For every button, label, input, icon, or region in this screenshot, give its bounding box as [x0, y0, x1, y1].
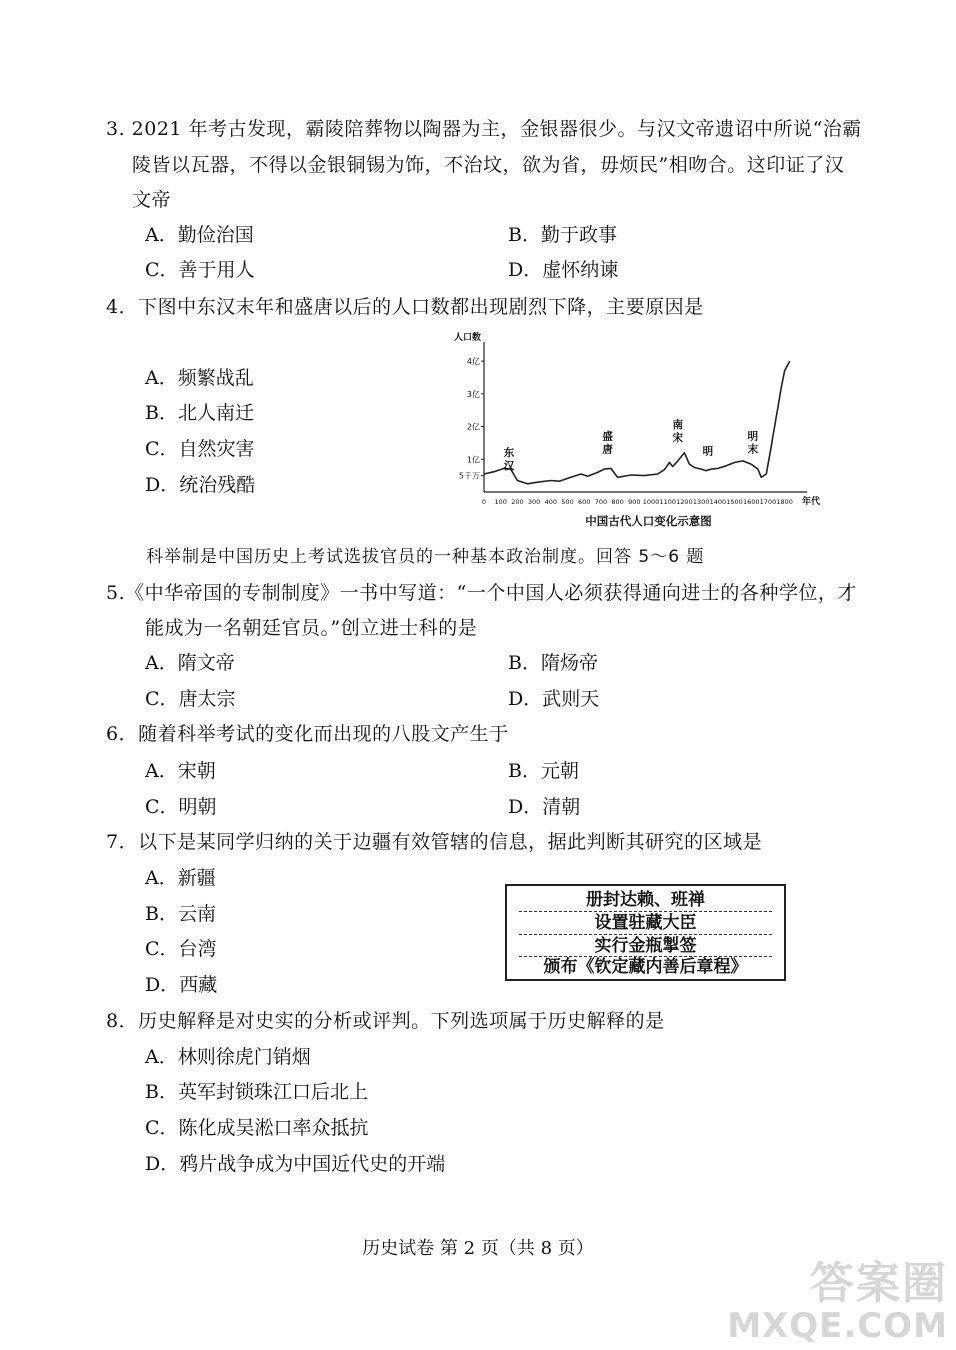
q4-option-d: D．统治残酷 — [145, 474, 256, 496]
chart-annotation: 盛 — [602, 430, 613, 443]
x-tick-label: 900 — [628, 498, 641, 506]
tibet-info-box — [505, 884, 786, 981]
x-tick-label: 400 — [544, 498, 558, 506]
chart-annotation: 宋 — [672, 432, 684, 445]
x-tick-label: 300 — [527, 498, 541, 506]
info-box-divider — [519, 911, 772, 912]
x-tick-label: 0 — [481, 498, 487, 506]
q3-stem-line-3: 文帝 — [132, 189, 172, 211]
y-tick-label: 1亿 — [466, 455, 480, 465]
q7-option-d: D．西藏 — [145, 974, 218, 996]
section-intro: 科举制是中国历史上考试选拔官员的一种基本政治制度。回答 5～6 题 — [146, 547, 705, 567]
x-tick-label: 700 — [594, 498, 608, 506]
q5-option-c: C．唐太宗 — [145, 688, 236, 710]
y-tick-label: 4亿 — [466, 357, 480, 367]
q7-option-c: C．台湾 — [145, 938, 217, 960]
q8-option-c: C．陈化成吴淞口率众抵抗 — [145, 1117, 369, 1139]
q8-stem: 8．历史解释是对史实的分析或评判。下列选项属于历史解释的是 — [106, 1010, 665, 1032]
watermark-url: MXQE.COM — [727, 1306, 948, 1346]
y-axis-label: 人口数 — [454, 333, 482, 343]
chart-annotation: 汉 — [503, 460, 515, 472]
q6-option-a: A．宋朝 — [145, 760, 216, 782]
q8-option-a: A．林则徐虎门销烟 — [145, 1046, 311, 1068]
chart-title: 中国古代人口变化示意图 — [585, 514, 712, 528]
q3-option-c: C．善于用人 — [145, 259, 255, 281]
y-tick-label: 5千万 — [458, 471, 480, 481]
chart-annotation: 东 — [503, 447, 515, 459]
q5-option-b: B．隋炀帝 — [508, 652, 598, 674]
q7-option-a: A．新疆 — [145, 867, 216, 889]
info-box-line: 设置驻藏大臣 — [594, 913, 697, 933]
x-tick-label: 1100 — [659, 498, 677, 506]
x-tick-label: 1700 — [759, 498, 777, 506]
page-footer: 历史试卷 第 2 页（共 8 页） — [362, 1238, 594, 1259]
y-tick-label: 3亿 — [466, 389, 480, 399]
info-box-line: 颁布《钦定藏内善后章程》 — [543, 957, 748, 977]
x-tick-label: 1200 — [676, 498, 693, 506]
q3-option-a: A．勤俭治国 — [145, 224, 254, 246]
q4-option-b: B．北人南迁 — [145, 402, 254, 424]
chart-annotation: 末 — [747, 443, 759, 456]
x-tick-label: 1800 — [776, 498, 793, 506]
x-tick-label: 1600 — [742, 498, 760, 506]
q8-option-d: D．鸦片战争成为中国近代史的开端 — [145, 1153, 446, 1175]
x-tick-label: 1500 — [726, 498, 743, 506]
q3-option-b: B．勤于政事 — [508, 224, 617, 246]
population-chart — [448, 328, 840, 534]
q6-option-b: B．元朝 — [508, 760, 579, 782]
info-box-line: 册封达赖、班禅 — [586, 890, 705, 910]
q4-option-a: A．频繁战乱 — [145, 367, 254, 389]
q6-option-d: D．清朝 — [508, 796, 581, 818]
q3-stem-line-1: 3. 2021 年考古发现，霸陵陪葬物以陶器为主，金银器很少。与汉文帝遗诏中所说“治霸 — [106, 118, 862, 140]
q5-stem-line-1: 5.《中华帝国的专制制度》一书中写道：“一个中国人必须获得通向进士的各种学位，才 — [106, 582, 857, 604]
q4-stem: 4．下图中东汉末年和盛唐以后的人口数都出现剧烈下降，主要原因是 — [106, 296, 704, 318]
x-tick-label: 800 — [611, 498, 624, 506]
q5-option-a: A．隋文帝 — [145, 652, 235, 674]
x-tick-label: 500 — [561, 498, 574, 506]
watermark-logo-text: 答案圈 — [810, 1258, 948, 1309]
chart-annotation: 唐 — [602, 443, 613, 456]
q5-option-d: D．武则天 — [508, 688, 600, 710]
chart-annotation: 明 — [702, 445, 714, 458]
chart-annotation: 南 — [672, 419, 684, 432]
population-chart-svg — [448, 328, 840, 534]
x-axis-label: 年代 — [801, 497, 821, 507]
x-tick-label: 200 — [511, 498, 524, 506]
q3-option-d: D．虚怀纳谏 — [508, 259, 619, 281]
x-tick-label: 100 — [494, 498, 507, 506]
info-box-line: 实行金瓶掣签 — [594, 936, 697, 956]
q7-option-b: B．云南 — [145, 903, 216, 925]
q6-option-c: C．明朝 — [145, 796, 217, 818]
q3-stem-line-2: 陵皆以瓦器，不得以金银铜锡为饰，不治坟，欲为省，毋烦民”相吻合。这印证了汉 — [132, 154, 845, 176]
q5-stem-line-2: 能成为一名朝廷官员。”创立进士科的是 — [145, 617, 478, 639]
q4-option-c: C．自然灾害 — [145, 438, 255, 460]
q8-option-b: B．英军封锁珠江口后北上 — [145, 1081, 368, 1103]
q6-stem: 6．随着科举考试的变化而出现的八股文产生于 — [106, 723, 509, 745]
x-tick-label: 1000 — [642, 498, 660, 506]
info-box-divider — [519, 934, 772, 935]
x-tick-label: 1400 — [709, 498, 727, 506]
watermark — [727, 1260, 948, 1344]
population-series-line — [484, 361, 790, 484]
chart-annotation: 明 — [747, 430, 759, 443]
x-tick-label: 600 — [578, 498, 591, 506]
x-tick-label: 1300 — [692, 498, 710, 506]
y-tick-label: 2亿 — [466, 422, 480, 432]
q7-stem: 7．以下是某同学归纳的关于边疆有效管辖的信息，据此判断其研究的区域是 — [106, 831, 763, 853]
